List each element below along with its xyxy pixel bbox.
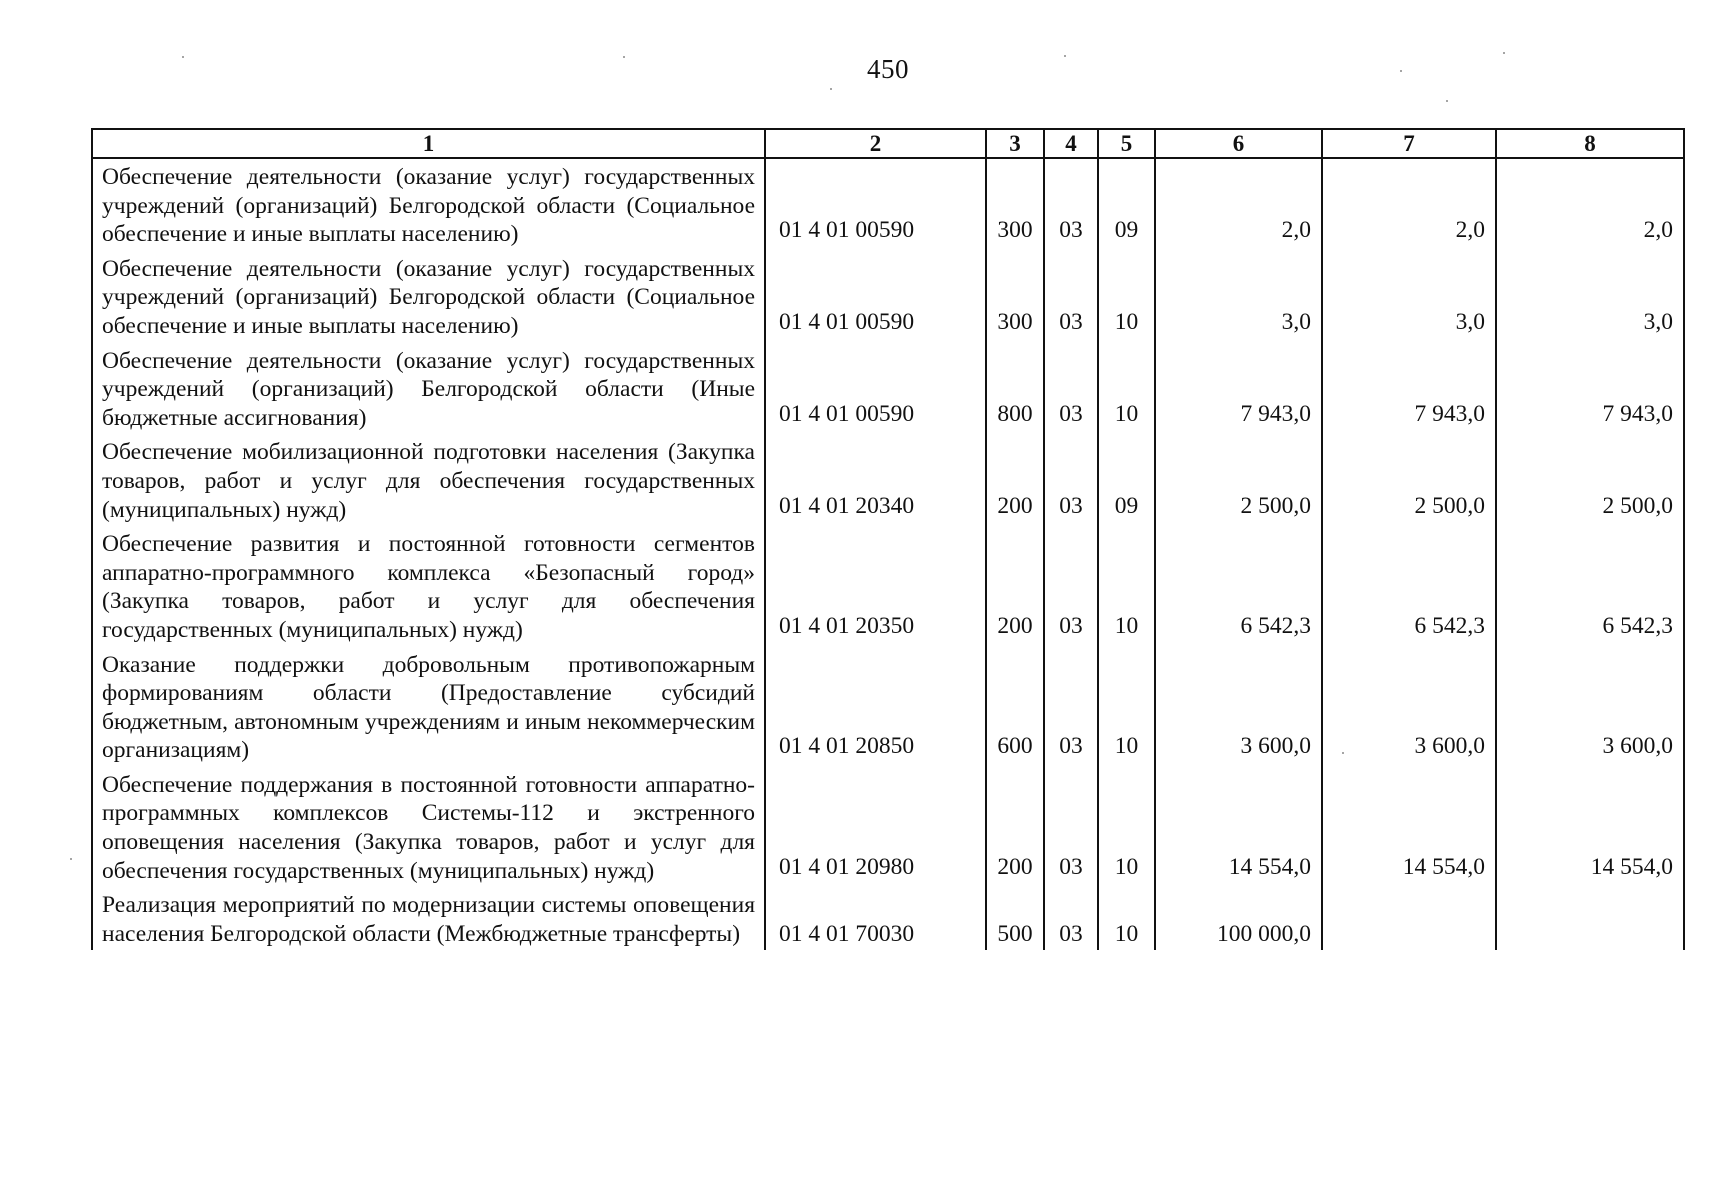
row-code: 01 4 01 00590	[765, 343, 986, 435]
table-row	[92, 434, 1684, 526]
table-row	[92, 887, 1684, 950]
row-name: Обеспечение мобилизационной подготовки населения (Закупка товаров, работ и услуг для обеспечения государственных (муниципальных) нужд)	[92, 434, 765, 526]
table-row	[92, 767, 1684, 887]
header-cell: 1	[92, 129, 765, 158]
row-amount-7: 2,0	[1322, 158, 1496, 251]
scan-speck	[1400, 70, 1402, 72]
budget-table	[91, 128, 1685, 950]
row-section: 03	[1044, 251, 1098, 343]
row-expense-type: 500	[986, 887, 1044, 950]
scan-speck	[623, 56, 625, 58]
row-amount-7: 14 554,0	[1322, 767, 1496, 887]
row-section: 03	[1044, 158, 1098, 251]
row-amount-8: 2,0	[1496, 158, 1684, 251]
row-amount-7: 2 500,0	[1322, 434, 1496, 526]
header-cell: 5	[1098, 129, 1155, 158]
header-cell: 6	[1155, 129, 1322, 158]
row-section: 03	[1044, 767, 1098, 887]
scan-speck	[182, 56, 184, 58]
row-amount-8: 2 500,0	[1496, 434, 1684, 526]
row-expense-type: 200	[986, 526, 1044, 646]
row-amount-8: 3,0	[1496, 251, 1684, 343]
row-amount-6: 2,0	[1155, 158, 1322, 251]
row-code: 01 4 01 70030	[765, 887, 986, 950]
row-code: 01 4 01 20350	[765, 526, 986, 646]
row-name: Обеспечение деятельности (оказание услуг) государственных учреждений (организаций) Белгородской области (Социальное обеспечение и иные выплаты населению)	[92, 158, 765, 251]
row-section: 03	[1044, 887, 1098, 950]
table-row	[92, 251, 1684, 343]
row-amount-7: 6 542,3	[1322, 526, 1496, 646]
scan-speck	[1064, 55, 1066, 57]
row-name: Реализация мероприятий по модернизации системы оповещения населения Белгородской области (Межбюджетные трансферты)	[92, 887, 765, 950]
row-expense-type: 600	[986, 647, 1044, 767]
page-number: 450	[867, 54, 909, 84]
row-section: 03	[1044, 526, 1098, 646]
row-subsection: 10	[1098, 526, 1155, 646]
row-name: Обеспечение деятельности (оказание услуг) государственных учреждений (организаций) Белгородской области (Социальное обеспечение и иные выплаты населению)	[92, 251, 765, 343]
row-subsection: 10	[1098, 251, 1155, 343]
row-section: 03	[1044, 647, 1098, 767]
row-amount-6: 100 000,0	[1155, 887, 1322, 950]
row-name: Обеспечение развития и постоянной готовности сегментов аппаратно-программного комплекса «Безопасный город» (Закупка товаров, работ и услуг для обеспечения государственных (муниципальных) нужд)	[92, 526, 765, 646]
row-amount-7: 3 600,0	[1322, 647, 1496, 767]
row-amount-8: 3 600,0	[1496, 647, 1684, 767]
row-expense-type: 300	[986, 158, 1044, 251]
row-name: Обеспечение поддержания в постоянной готовности аппаратно-программных комплексов Системы-112 и экстренного оповещения населения (Закупка товаров, работ и услуг для обеспечения государственных (муниципальных) нужд)	[92, 767, 765, 887]
row-amount-6: 6 542,3	[1155, 526, 1322, 646]
row-amount-8	[1496, 887, 1684, 950]
scan-speck	[1503, 52, 1505, 54]
row-expense-type: 300	[986, 251, 1044, 343]
header-cell: 2	[765, 129, 986, 158]
row-subsection: 10	[1098, 343, 1155, 435]
row-amount-6: 3,0	[1155, 251, 1322, 343]
row-section: 03	[1044, 343, 1098, 435]
row-amount-6: 14 554,0	[1155, 767, 1322, 887]
table-row	[92, 343, 1684, 435]
header-cell: 4	[1044, 129, 1098, 158]
table-row	[92, 647, 1684, 767]
row-subsection: 09	[1098, 158, 1155, 251]
row-code: 01 4 01 20340	[765, 434, 986, 526]
row-amount-6: 3 600,0	[1155, 647, 1322, 767]
row-amount-8: 7 943,0	[1496, 343, 1684, 435]
scan-speck	[70, 858, 72, 860]
header-cell: 8	[1496, 129, 1684, 158]
row-expense-type: 800	[986, 343, 1044, 435]
row-code: 01 4 01 00590	[765, 158, 986, 251]
row-name: Обеспечение деятельности (оказание услуг) государственных учреждений (организаций) Белгородской области (Иные бюджетные ассигнования)	[92, 343, 765, 435]
row-code: 01 4 01 20850	[765, 647, 986, 767]
row-code: 01 4 01 20980	[765, 767, 986, 887]
table-row	[92, 158, 1684, 251]
table-row	[92, 526, 1684, 646]
row-subsection: 10	[1098, 647, 1155, 767]
row-amount-8: 14 554,0	[1496, 767, 1684, 887]
scan-speck	[830, 88, 832, 90]
row-amount-7: 7 943,0	[1322, 343, 1496, 435]
row-code: 01 4 01 00590	[765, 251, 986, 343]
row-subsection: 09	[1098, 434, 1155, 526]
row-expense-type: 200	[986, 434, 1044, 526]
row-name: Оказание поддержки добровольным противопожарным формированиям области (Предоставление субсидий бюджетным, автономным учреждениям и иным некоммерческим организациям)	[92, 647, 765, 767]
row-amount-8: 6 542,3	[1496, 526, 1684, 646]
row-subsection: 10	[1098, 887, 1155, 950]
row-expense-type: 200	[986, 767, 1044, 887]
scan-speck	[1446, 100, 1448, 102]
row-amount-6: 7 943,0	[1155, 343, 1322, 435]
row-amount-6: 2 500,0	[1155, 434, 1322, 526]
row-amount-7: 3,0	[1322, 251, 1496, 343]
row-amount-7	[1322, 887, 1496, 950]
row-subsection: 10	[1098, 767, 1155, 887]
header-row	[92, 129, 1684, 158]
row-section: 03	[1044, 434, 1098, 526]
header-cell: 3	[986, 129, 1044, 158]
header-cell: 7	[1322, 129, 1496, 158]
